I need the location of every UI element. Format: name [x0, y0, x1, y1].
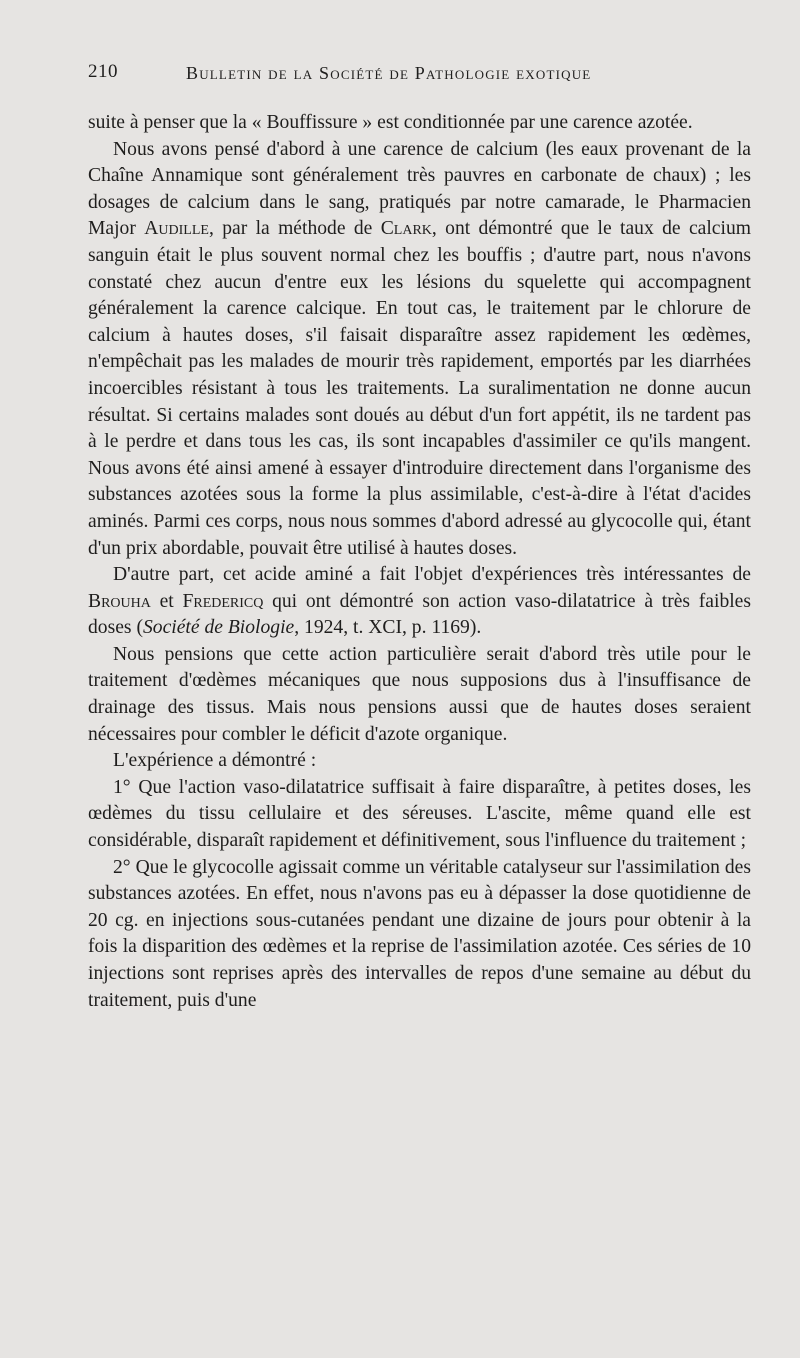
paragraph	[88, 562, 751, 642]
author-name: Audille	[144, 218, 209, 240]
text-run: D'autre part, cet acide aminé a fait l'objet d'expériences très intéressantes de	[113, 564, 751, 586]
page-header	[88, 61, 768, 91]
paragraph	[88, 748, 751, 775]
paragraph	[88, 642, 751, 748]
text-run: , par la méthode de	[208, 218, 381, 240]
author-name: Brouha	[88, 590, 151, 612]
paragraph	[88, 775, 751, 855]
text-run: , ont démontré que le taux de calcium sanguin était le plus souvent normal chez les bouffis ; d'autre part, nous n'avons constaté chez aucun d'entre eux les lésions du squelette qui accompagnent généralement la carence calcique. En tout cas, le traitement par le chlorure de calcium à hautes doses, s'il faisait disparaître assez rapidement les œdèmes, n'empêchait pas les malades de mourir très rapidement, emportés par les diarrhées incoercibles résistant à tous les traitements. La suralimentation ne donne aucun résultat. Si certains malades sont doués au début d'un fort appétit, ils ne tardent pas à le perdre et dans tous les cas, ils sont incapables d'assimiler ce qu'ils mangent. Nous avons été ainsi amené à essayer d'introduire directement dans l'organisme des substances azotées sous la forme la plus assimilable, c'est-à-dire à l'état d'acides aminés. Parmi ces corps, nous nous sommes d'abord adressé au glycocolle qui, étant d'un prix abordable, pouvait être utilisé à hautes doses.	[88, 218, 751, 559]
paragraph	[88, 855, 751, 1015]
text-run: Nous pensions que cette action particulière serait d'abord très utile pour le traitement d'œdèmes mécaniques que nous supposions dus à l'insuffisance de drainage des tissus. Mais nous pensions aussi que de hautes doses seraient nécessaires pour combler le déficit d'azote organique.	[88, 643, 751, 745]
paragraph	[88, 110, 751, 137]
text-run: qui ont démontré son action vaso-dilatatrice à très faibles doses (	[88, 590, 752, 639]
text-run: et	[150, 590, 183, 612]
paragraph	[88, 137, 751, 563]
text-run: Nous avons pensé d'abord à une carence de calcium (les eaux provenant de la Chaîne Annamique sont généralement très pauvres en carbonate de chaux) ; les dosages de calcium dans le sang, pratiqués par notre camarade, le Pharmacien Major	[88, 138, 751, 240]
running-title: Bulletin de la Société de Pathologie exotique	[186, 63, 592, 83]
text-run: suite à penser que la « Bouffissure » est conditionnée par une carence azotée.	[88, 112, 693, 133]
text-run: 1° Que l'action vaso-dilatatrice suffisait à faire disparaître, à petites doses, les œdèmes du tissu cellulaire et des séreuses. L'ascite, même quand elle est considérable, disparaît rapidement et définitivement, sous l'influence du traitement ;	[88, 776, 751, 852]
page-number: 210	[88, 61, 118, 82]
text-run: L'expérience a démontré :	[113, 750, 317, 772]
citation-title: Société de Biologie	[142, 617, 295, 639]
text-run: , 1924, t. XCI, p. 1169).	[294, 617, 482, 639]
author-name: Fredericq	[182, 590, 264, 612]
author-name: Clark	[380, 218, 432, 240]
article-body	[88, 110, 751, 1014]
text-run: 2° Que le glycocolle agissait comme un véritable catalyseur sur l'assimilation des substances azotées. En effet, nous n'avons pas eu à dépasser la dose quotidienne de 20 cg. en injections sous-cutanées pendant une dizaine de jours pour obtenir à la fois la disparition des œdèmes et la reprise de l'assimilation azotée. Ces séries de 10 injections sont reprises après des intervalles de repos d'une semaine au début du traitement, puis d'une	[88, 856, 751, 1011]
